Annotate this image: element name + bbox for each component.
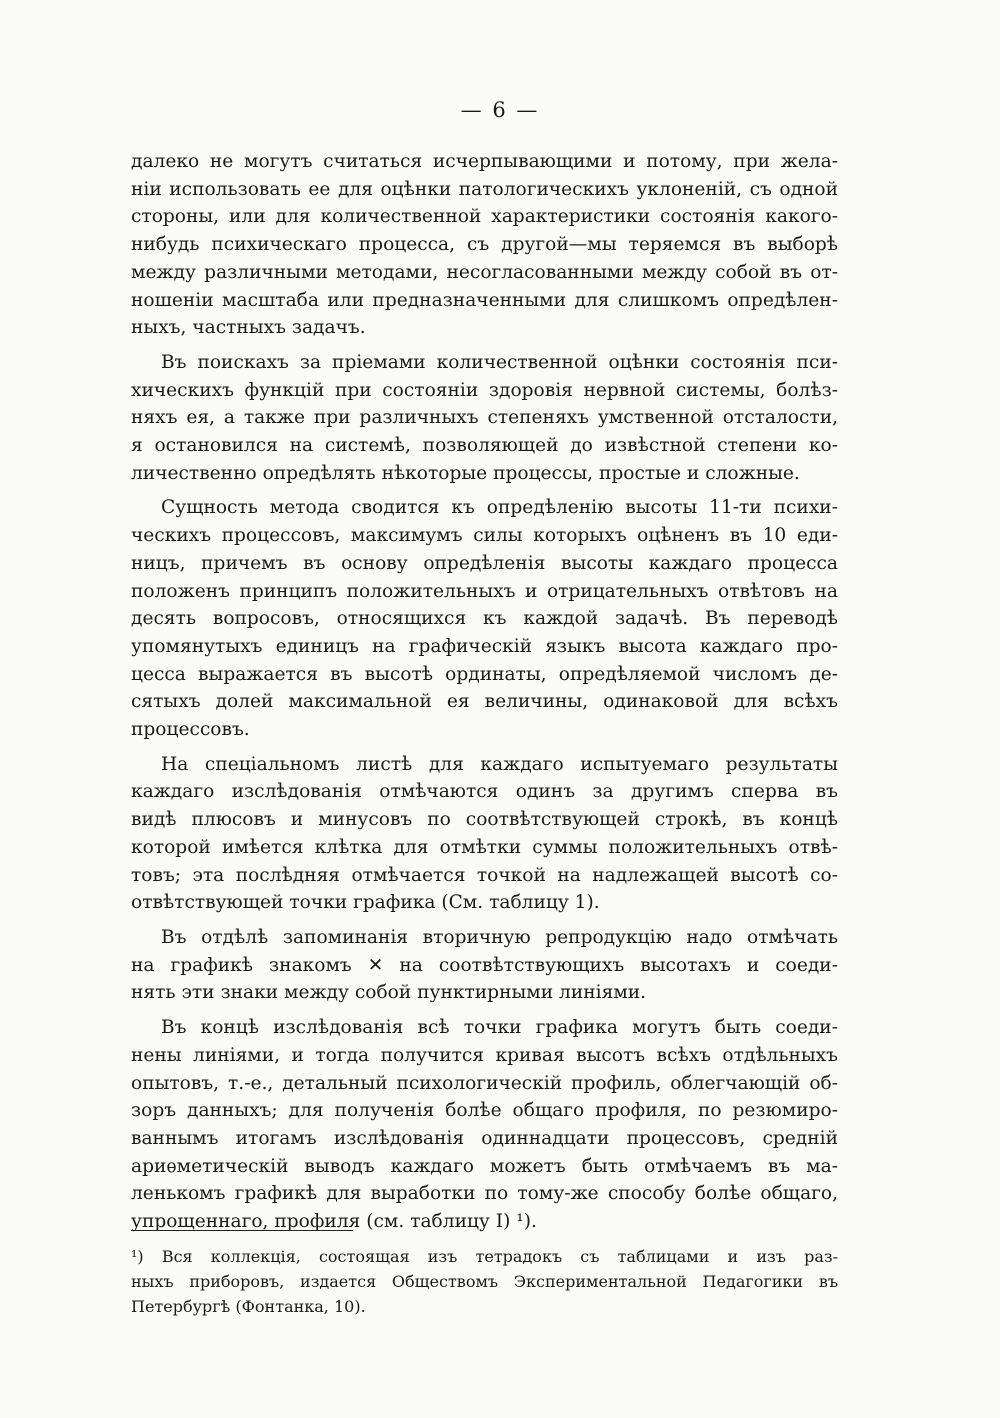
text-line: ніи использовать ее для оцѣнки патологическихъ уклоненій, съ одной	[131, 178, 838, 200]
text-line: ваннымъ итогамъ изслѣдованія одиннадцати процессовъ, средній	[131, 1127, 838, 1149]
text-line: цесса выражается въ высотѣ ординаты, опредѣляемой числомъ де-	[131, 663, 838, 685]
paragraph-2	[131, 349, 838, 488]
footnote	[131, 1244, 838, 1319]
text-line: нибудь психическаго процесса, съ другой—мы теряемся въ выборѣ	[131, 234, 838, 256]
text-line: стороны, или для количественной характеристики состоянія какого-	[131, 206, 838, 228]
text-line: Въ отдѣлѣ запоминанія вторичную репродукцію надо отмѣчать	[161, 926, 838, 948]
text-line: видѣ плюсовъ и минусовъ по соотвѣтствующей строкѣ, въ концѣ	[131, 809, 838, 831]
text-line: товъ; эта послѣдняя отмѣчается точкой на надлежащей высотѣ со-	[131, 864, 838, 886]
text-line: я остановился на системѣ, позволяющей до извѣстной степени ко-	[131, 435, 838, 457]
footnote-line: Петербургѣ (Фонтанка, 10).	[131, 1297, 366, 1316]
text-line: ленькомъ графикѣ для выработки по тому-же способу болѣе общаго,	[131, 1183, 838, 1205]
text-line: отвѣтствующей точки графика (См. таблицу 1).	[131, 892, 600, 914]
text-line: которой имѣется клѣтка для отмѣтки суммы положительныхъ отвѣ-	[131, 836, 838, 858]
paragraph-6	[131, 1014, 838, 1236]
text-line: личественно опредѣлять нѣкоторые процессы, простые и сложные.	[131, 462, 800, 484]
text-line: ницъ, причемъ въ основу опредѣленія высоты каждаго процесса	[131, 552, 838, 574]
text-line: положенъ принципъ положительныхъ и отрицательныхъ отвѣтовъ на	[131, 580, 838, 602]
text-line: ношеніи масштаба или предназначенными для слишкомъ опредѣлен-	[131, 289, 838, 311]
text-line: нять эти знаки между собой пунктирными линіями.	[131, 982, 647, 1004]
paragraph-1	[131, 148, 838, 342]
text-line: упрощеннаго, профиля (см. таблицу I) ¹).	[131, 1211, 537, 1233]
text-line: десять вопросовъ, относящихся къ каждой задачѣ. Въ переводѣ	[131, 608, 838, 630]
text-line: На спеціальномъ листѣ для каждаго испытуемаго результаты	[161, 753, 838, 775]
paragraph-4	[131, 751, 838, 917]
page-number: — 6 —	[460, 98, 540, 122]
text-line: нены линіями, и тогда получится кривая высотъ всѣхъ отдѣльныхъ	[131, 1044, 838, 1066]
text-line: процессовъ.	[131, 719, 250, 741]
text-line: ариѳметическій выводъ каждаго можетъ быть отмѣчаемъ въ ма-	[131, 1155, 838, 1177]
footnote-line: ныхъ приборовъ, издается Обществомъ Экспериментальной Педагогики въ	[131, 1272, 838, 1291]
text-line: сятыхъ долей максимальной ея величины, одинаковой для всѣхъ	[131, 691, 838, 713]
text-line: хическихъ функцій при состояніи здоровія нервной системы, болѣз-	[131, 379, 838, 401]
text-line: опытовъ, т.-е., детальный психологическій профиль, облегчающій об-	[131, 1072, 838, 1094]
text-line: упомянутыхъ единицъ на графическій языкъ высота каждаго про-	[131, 635, 838, 657]
text-line: Въ концѣ изслѣдованія всѣ точки графика могутъ быть соеди-	[161, 1017, 838, 1039]
text-line: ныхъ, частныхъ задачъ.	[131, 317, 366, 339]
footnote-divider	[131, 1230, 353, 1231]
footnote-line: ¹) Вся коллекція, состоящая изъ тетрадокъ съ таблицами и изъ раз-	[131, 1247, 838, 1266]
text-line: Сущность метода сводится къ опредѣленію высоты 11-ти психи-	[161, 497, 838, 519]
text-line: каждаго изслѣдованія отмѣчаются одинъ за другимъ сперва въ	[131, 781, 838, 803]
text-line: между различными методами, несогласованными между собой въ от-	[131, 261, 838, 283]
text-line: зоръ данныхъ; для полученія болѣе общаго профиля, по резюмиро-	[131, 1100, 838, 1122]
body-text	[131, 148, 838, 1243]
paragraph-5	[131, 924, 838, 1007]
text-line: няхъ ея, а также при различныхъ степеняхъ умственной отсталости,	[131, 407, 838, 429]
text-line: на графикѣ знакомъ ✕ на соотвѣтствующихъ высотахъ и соеди-	[131, 954, 838, 976]
text-line: ческихъ процессовъ, максимумъ силы которыхъ оцѣненъ въ 10 еди-	[131, 525, 838, 547]
text-line: Въ поискахъ за пріемами количественной оцѣнки состоянія пси-	[161, 351, 838, 373]
paragraph-3	[131, 494, 838, 743]
text-line: далеко не могутъ считаться исчерпывающими и потому, при жела-	[131, 151, 838, 172]
